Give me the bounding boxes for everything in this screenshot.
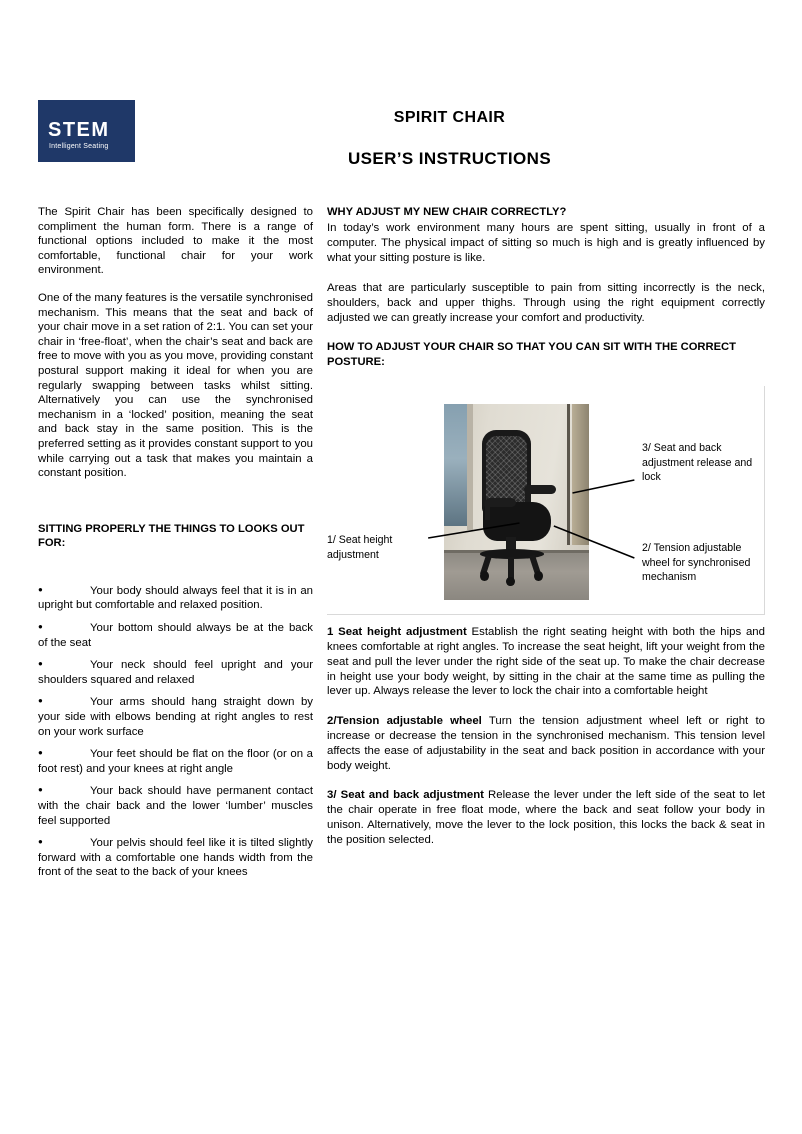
instruction-1-label: 1 Seat height adjustment xyxy=(327,626,467,639)
chair-seat xyxy=(483,502,551,541)
bullet-icon xyxy=(38,783,90,799)
photo-door-frame xyxy=(467,404,473,529)
callout-seat-back-adjustment: 3/ Seat and back adjustment release and lock xyxy=(642,442,753,484)
page-subtitle: USER’S INSTRUCTIONS xyxy=(347,149,552,169)
list-item xyxy=(38,746,313,776)
right-column xyxy=(321,205,765,863)
chair-figure xyxy=(327,386,765,615)
list-item-text: Your bottom should always be at the back of the seat xyxy=(38,622,313,649)
photo-door xyxy=(444,404,469,526)
photo-floor xyxy=(444,553,589,600)
numbered-instructions xyxy=(327,625,765,847)
chair-photo xyxy=(444,404,589,600)
areas-paragraph: Areas that are particularly susceptible to pain from sitting incorrectly is the neck, shoulders, back and upper thighs. Through using the right equipment correctly adjusted we can greatly increase your comfort and productivity. xyxy=(327,281,765,325)
instruction-1-text: Establish the right seating height with both the hips and knees comfortable at right angles. To increase the seat height, lift your weight from the seat and pull the lever under the right side of the seat up. To make the chair decrease in height use your body weight, by sitting in the chair at the same time as pulling the lever up. Always release the lever to lock the chair into a comfortable height xyxy=(327,626,765,698)
list-item xyxy=(38,657,313,687)
list-item-text: Your arms should hang straight down by your side with elbows bending at right angles to rest on your work surface xyxy=(38,696,313,738)
intro-paragraph: The Spirit Chair has been specifically designed to compliment the human form. There is a range of functional options included to make it the most comfortable, functional chair for your work environment. xyxy=(38,206,313,277)
instruction-2-text: Turn the tension adjustment wheel left or right to increase or decrease the tension in the synchronised mechanism. This tension level affects the ease of adjustability in the seat and back position in accordance with your body weight. xyxy=(327,715,765,772)
list-item-text: Your body should always feel that it is in an upright but comfortable and relaxed position. xyxy=(38,584,313,612)
list-item xyxy=(38,783,313,828)
bullet-icon xyxy=(38,694,90,710)
sitting-properly-heading: SITTING PROPERLY THE THINGS TO LOOKS OUT FOR: xyxy=(38,522,305,550)
callout-tension-wheel: 2/ Tension adjustable wheel for synchronised mechanism xyxy=(642,542,751,584)
chair-castor xyxy=(534,571,543,581)
list-item xyxy=(38,694,313,739)
instruction-3 xyxy=(327,788,765,847)
logo-tagline-text: Intelligent Seating xyxy=(49,143,109,150)
spacer xyxy=(38,494,313,522)
page-title: SPIRIT CHAIR xyxy=(393,109,506,126)
instruction-3-label: 3/ Seat and back adjustment xyxy=(327,789,484,802)
header-titles xyxy=(135,100,764,170)
why-adjust-paragraph: In today’s work environment many hours are spent sitting, usually in front of a computer. The physical impact of sitting so much is high and is greatly influenced by what your sitting posture is like. xyxy=(327,222,765,265)
spacer-2 xyxy=(38,555,313,583)
photo-wall-edge-line xyxy=(567,404,570,545)
instruction-3-text: Release the lever under the left side of the seat to let the chair operate in free float mode, where the back and seat follow your body in unison. Alternatively, move the lever to the lock position, this locks the back & seat in the position selected. xyxy=(327,789,765,846)
chair-castor xyxy=(480,571,489,581)
chair-left-arm-support xyxy=(485,502,491,520)
bullet-icon xyxy=(38,583,90,599)
stem-logo xyxy=(38,100,135,162)
list-item-text: Your feet should be flat on the floor (or on a foot rest) and your knees at right angle xyxy=(38,748,313,775)
list-item xyxy=(38,620,313,650)
callout-seat-height: 1/ Seat height adjustment xyxy=(327,534,393,561)
list-item-text: Your neck should feel upright and your shoulders squared and relaxed xyxy=(38,659,313,686)
sitting-tips-list xyxy=(38,583,313,880)
photo-wall-edge-panel xyxy=(572,404,589,545)
instruction-1 xyxy=(327,625,765,699)
logo-brand-text: STEM xyxy=(48,119,110,141)
document-header xyxy=(38,100,764,190)
list-item-text: Your pelvis should feel like it is tilted slightly forward with a comfortable one hands width from the front of the seat to the back of your knees xyxy=(38,837,313,879)
list-item xyxy=(38,583,313,613)
chair-mesh-panel xyxy=(486,436,527,507)
why-adjust-heading: WHY ADJUST MY NEW CHAIR CORRECTLY? xyxy=(327,206,567,218)
how-to-adjust-heading: HOW TO ADJUST YOUR CHAIR SO THAT YOU CAN SIT WITH THE CORRECT POSTURE: xyxy=(327,341,736,369)
two-column-layout xyxy=(38,205,765,887)
bullet-icon xyxy=(38,746,90,762)
features-paragraph: One of the many features is the versatile synchronised mechanism. This means that the seat and back of your chair move in a set ration of 2:1. You can set your chair in ‘free-float’, when the chair’s seat and back are free to move with you as you move, providing constant postural support making it ideal for when you are regularly swapping between tasks whilst sitting. Alternatively you can use the synchronised mechanism in a ‘locked’ position, meaning the seat and back stay in the same position. This is the preferred setting as it provides constant support to you while carrying out a task that makes you maintain a constant position. xyxy=(38,291,313,480)
left-column xyxy=(38,205,321,887)
list-item xyxy=(38,835,313,880)
instruction-2 xyxy=(327,714,765,773)
bullet-icon xyxy=(38,657,90,673)
bullet-icon xyxy=(38,620,90,636)
bullet-icon xyxy=(38,835,90,851)
list-item-text: Your back should have permanent contact with the chair back and the lower ‘lumber’ muscles feel supported xyxy=(38,785,313,827)
instruction-2-label: 2/Tension adjustable wheel xyxy=(327,715,482,728)
document-body xyxy=(38,205,765,887)
